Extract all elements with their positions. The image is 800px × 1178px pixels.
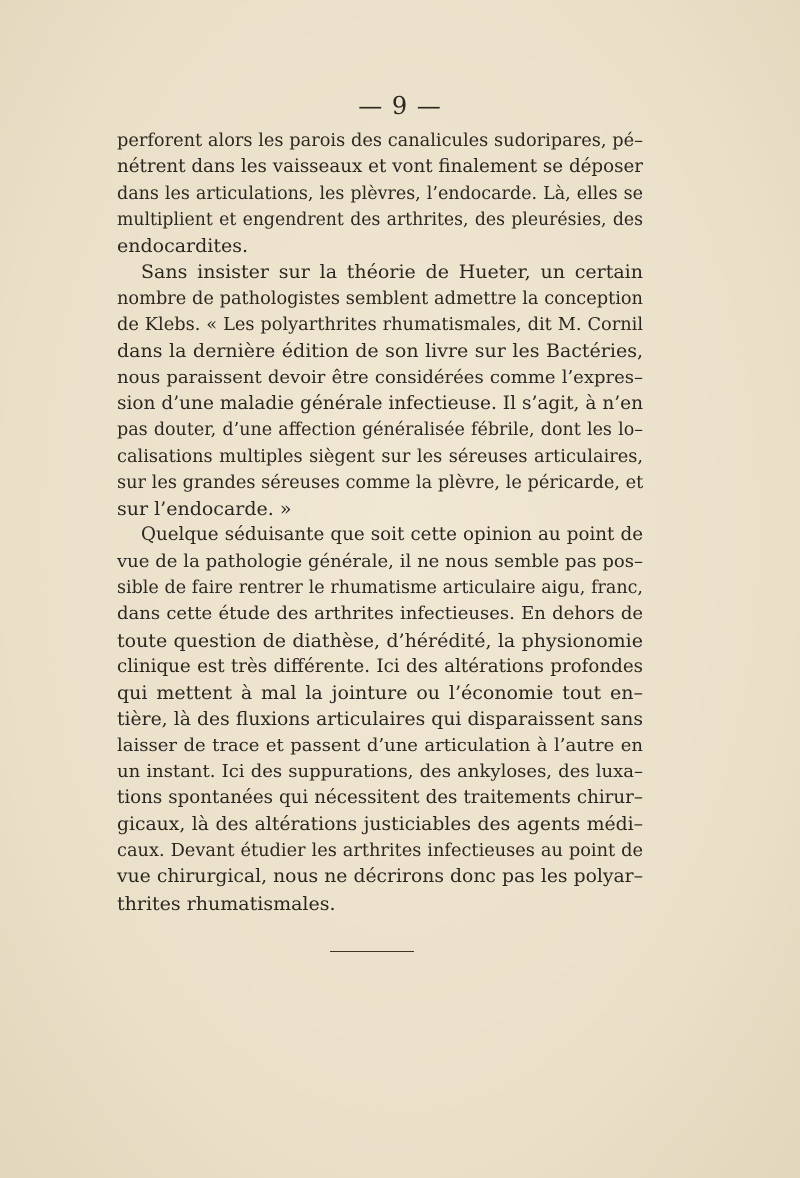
text-line: tions spontanées qui nécessitent des traitements chirur–: [117, 787, 643, 809]
text-line: nombre de pathologistes semblent admettre la conception: [117, 288, 643, 309]
paragraph-1: [117, 128, 643, 259]
text-line: dans les articulations, les plèvres, l’endocarde. Là, elles se: [117, 183, 643, 204]
text-line: Sans insister sur la théorie de Hueter, un certain: [141, 261, 643, 284]
text-line: dans la dernière édition de son livre sur les Bactéries,: [117, 340, 643, 363]
body-text: [117, 128, 643, 917]
paragraph-3: [117, 522, 643, 916]
text-line: calisations multiples siègent sur les séreuses articulaires,: [117, 446, 643, 467]
text-line: vue de la pathologie générale, il ne nous semble pas pos–: [117, 550, 643, 572]
text-line: toute question de diathèse, d’hérédité, la physionomie: [117, 629, 643, 652]
text-line: sible de faire rentrer le rhumatisme articulaire aigu, franc,: [117, 578, 643, 599]
text-line: nétrent dans les vaisseaux et vont finalement se déposer: [117, 156, 643, 178]
text-line: qui mettent à mal la jointure ou l’économie tout en–: [117, 682, 643, 705]
text-line: nous paraissent devoir être considérées comme l’expres–: [117, 366, 643, 388]
text-line: sur l’endocarde. »: [117, 498, 292, 521]
text-line: perforent alors les parois des canalicules sudoripares, pé–: [117, 131, 643, 151]
paragraph-2: [117, 259, 643, 522]
text-line: laisser de trace et passent d’une articulation à l’autre en: [117, 734, 643, 756]
end-rule: [330, 951, 414, 952]
text-line: thrites rhumatismales.: [117, 892, 336, 915]
text-line: endocardites.: [117, 235, 249, 258]
text-line: multiplient et engendrent des arthrites, des pleurésies, des: [117, 209, 643, 230]
page-number: — 9 —: [358, 92, 442, 120]
text-line: Quelque séduisante que soit cette opinion au point de: [141, 524, 643, 546]
text-line: gicaux, là des altérations justiciables des agents médi–: [117, 813, 643, 835]
text-line: sion d’une maladie générale infectieuse. Il s’agit, à n’en: [117, 392, 643, 414]
text-line: sur les grandes séreuses comme la plèvre, le péricarde, et: [117, 472, 644, 493]
text-line: caux. Devant étudier les arthrites infectieuses au point de: [117, 841, 643, 862]
text-line: un instant. Ici des suppurations, des ankyloses, des luxa–: [117, 761, 643, 783]
text-line: tière, là des fluxions articulaires qui disparaissent sans: [117, 708, 643, 730]
text-line: pas douter, d’une affection généralisée fébrile, dont les lo–: [117, 420, 643, 441]
text-line: clinique est très différente. Ici des altérations profondes: [117, 655, 643, 677]
text-line: vue chirurgical, nous ne décrirons donc pas les polyar–: [117, 866, 643, 888]
text-line: dans cette étude des arthrites infectieuses. En dehors de: [117, 603, 643, 625]
text-line: de Klebs. « Les polyarthrites rhumatismales, dit M. Cornil: [117, 315, 643, 336]
